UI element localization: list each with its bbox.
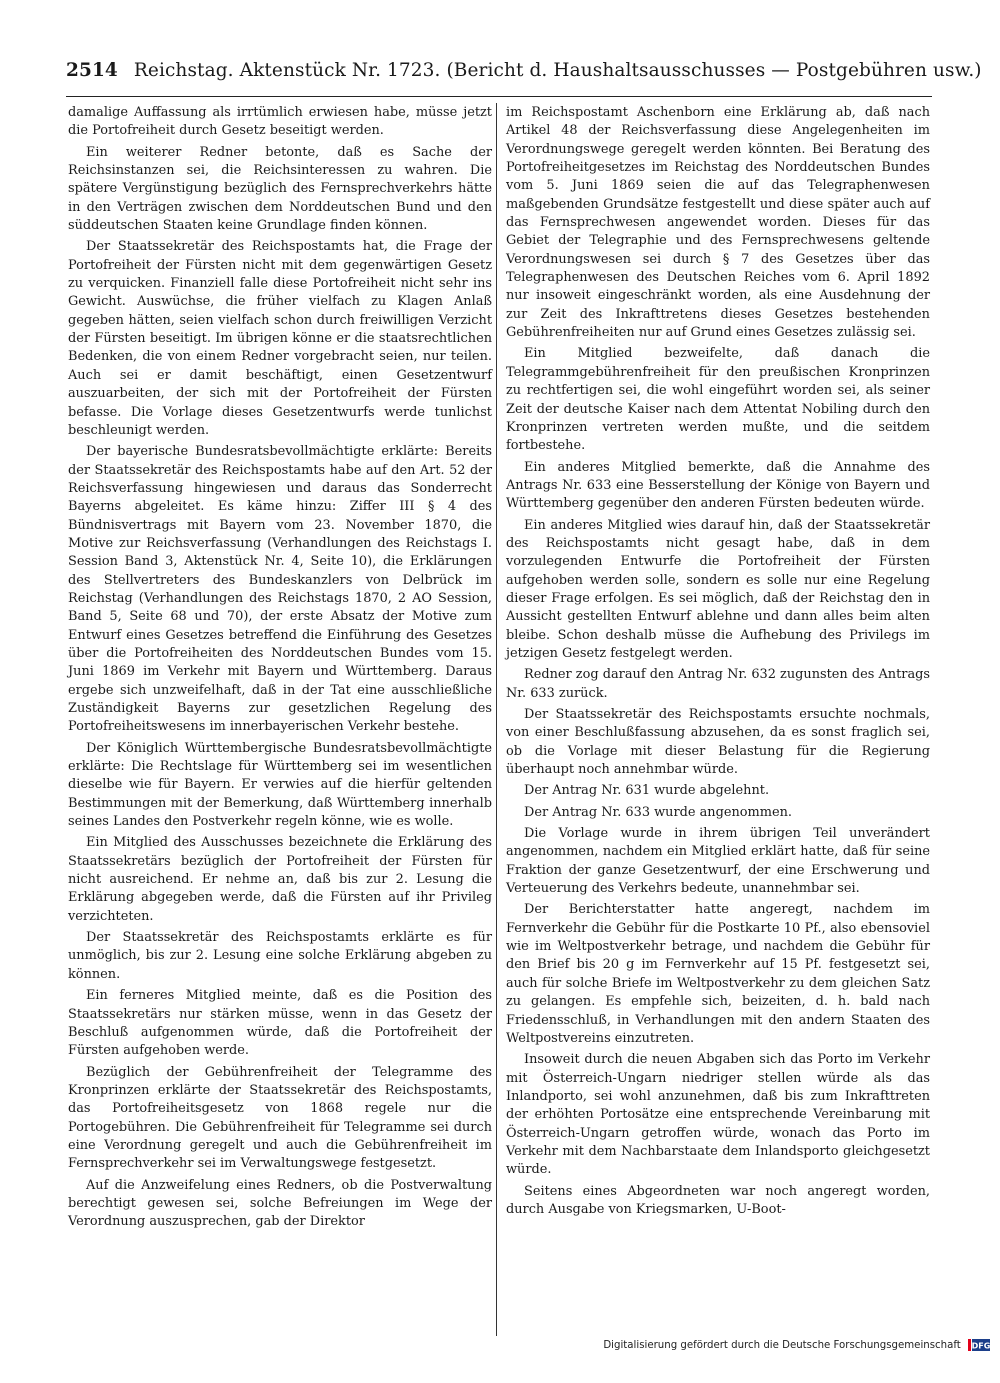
page-header [66, 60, 982, 94]
paragraph: Ein weiterer Redner betonte, daß es Sache der Reichsinstanzen sei, die Reichsinteressen zu wahren. Die spätere Vergünstigung bezüglich des Fernsprechverkehrs hätte in den Verträgen zwischen dem Norddeutschen Bund und den süddeutschen Staaten keine Grundlage finden können. [68, 144, 492, 234]
paragraph: Der bayerische Bundesratsbevollmächtigte erklärte: Bereits der Staatssekretär des Reichspostamts habe auf den Art. 52 der Reichsverfassung hingewiesen und daraus das Sonderrecht Bayerns abgeleitet. Es käme hinzu: Ziffer III § 4 des Bündnisvertrags mit Bayern vom 23. November 1870, die Motive zur Reichsverfassung (Verhandlungen des Reichstags I. Session Band 3, Aktenstück Nr. 4, Seite 10), die Erklärungen des Stellvertreters des Bundeskanzlers von Delbrück im Reichstag (Verhandlungen des Reichstags 1870, 2 AO Session, Band 5, Seite 68 und 70), der erste Absatz der Motive zum Entwurf eines Gesetzes betreffend die Einführung des Gesetzes über die Portofreiheiten des Norddeutschen Bundes vom 15. Juni 1869 im Verkehr mit Bayern und Württemberg. Daraus ergebe sich unzweifelhaft, daß in der Tat eine ausschließliche Zuständigkeit Bayerns zur gesetzlichen Regelung des Portofreiheitswesens im innerbayerischen Verkehr bestehe. [68, 444, 492, 735]
paragraph: Seitens eines Abgeordneten war noch angeregt worden, durch Ausgabe von Kriegsmarken, U-Boot- [506, 1183, 930, 1217]
paragraph: Der Antrag Nr. 631 wurde abgelehnt. [524, 783, 770, 799]
dfg-logo-graphic [968, 1338, 990, 1352]
paragraph: Die Vorlage wurde in ihrem übrigen Teil unverändert angenommen, nachdem ein Mitglied erklärt hatte, daß für seine Fraktion der ganze Gesetzentwurf, der eine Erschwerung und Verteuerung des Verkehrs bedeute, unannehmbar sei. [506, 826, 930, 897]
paragraph: Ein anderes Mitglied bemerkte, daß die Annahme des Antrags Nr. 633 eine Besserstellung der Könige von Bayern und Württemberg gegenüber den anderen Fürsten bedeuten würde. [506, 459, 930, 512]
right-column [506, 104, 930, 1222]
digitization-credit [570, 1338, 990, 1362]
credit-text: Digitalisierung gefördert durch die Deutsche Forschungsgemeinschaft [603, 1340, 961, 1351]
paragraph: Der Staatssekretär des Reichspostamts erklärte es für unmöglich, bis zur 2. Lesung eine solche Erklärung abgeben zu können. [68, 930, 492, 982]
paragraph: damalige Auffassung als irrtümlich erwiesen habe, müsse jetzt die Portofreiheit durch Gesetz beseitigt werden. [68, 105, 492, 139]
paragraph: Ein ferneres Mitglied meinte, daß es die Position des Staatssekretärs nur stärken müsse, wenn in das Gesetz der Beschluß aufgenommen würde, daß die Portofreiheit der Fürsten aufgehoben werde. [68, 988, 492, 1059]
paragraph: im Reichspostamt Aschenborn eine Erklärung ab, daß nach Artikel 48 der Reichsverfassung diese Angelegenheiten im Verordnungswege geregelt werden könnten. Bei Beratung des Portofreiheitgesetzes im Reichstag des Norddeutschen Bundes vom 5. Juni 1869 seien die auf das Telegraphenwesen maßgebenden Grundsätze festgestellt und diese später auch auf das Fernsprechwesen angewendet worden. Dieses für das Gebiet der Telegraphie und des Fernsprechwesens geltende Verordnungswesen sei durch § 7 des Gesetzes über das Telegraphenwesen des Deutschen Reiches vom 6. April 1892 nur insoweit eingeschränkt worden, als eine Ausdehnung der zur Zeit des Inkrafttretens dieses Gesetzes bestehenden Gebührenfreiheiten nur auf Grund eines Gesetzes zulässig sei. [506, 105, 930, 341]
paragraph: Der Berichterstatter hatte angeregt, nachdem im Fernverkehr die Gebühr für die Postkarte 10 Pf., also ebensoviel wie im Weltpostverkehr betrage, und nachdem die Gebühr für den Brief bis 20 g im Fernverkehr auf 15 Pf. festgesetzt sei, auch für solche Briefe im Weltpostverkehr zu dem gleichen Satz zu gelangen. Es empfehle sich, beizeiten, d. h. bald nach Friedensschluß, in Verhandlungen mit den andern Staaten des Weltpostvereins einzutreten. [506, 902, 930, 1046]
paragraph: Ein anderes Mitglied wies darauf hin, daß der Staatssekretär des Reichspostamts nicht gesagt habe, daß in dem vorzulegenden Entwurfe die Portofreiheit der Fürsten aufgehoben werden solle, sondern es solle nur eine Regelung dieser Frage erfolgen. Es sei möglich, daß der Reichstag den in Aussicht gestellten Entwurf ablehne und dann alles beim alten bleibe. Schon deshalb müsse die Aufhebung des Privilegs im jetzigen Gesetz festgelegt werden. [506, 517, 930, 661]
paragraph: Der Staatssekretär des Reichspostamts ersuchte nochmals, von einer Beschlußfassung abzusehen, da es sonst fraglich sei, ob die Vorlage mit dieser Belastung für die Regierung überhaupt noch annehmbar würde. [506, 707, 930, 778]
paragraph: Auf die Anzweifelung eines Redners, ob die Postverwaltung berechtigt gewesen sei, solche Befreiungen im Wege der Verordnung auszusprechen, gab der Direktor [68, 1177, 492, 1230]
header-rule [66, 96, 932, 97]
page-number: 2514 [66, 60, 118, 81]
page-header-title: Reichstag. Aktenstück Nr. 1723. (Bericht d. Haushaltsausschusses — Postgebühren usw.) [133, 60, 982, 81]
paragraph: Redner zog darauf den Antrag Nr. 632 zugunsten des Antrags Nr. 633 zurück. [506, 667, 930, 701]
paragraph: Ein Mitglied bezweifelte, daß danach die Telegrammgebührenfreiheit für den preußischen Kronprinzen zu rechtfertigen sei, die wohl eingeführt worden sei, als seiner Zeit der deutsche Kaiser nach dem Attentat Nobiling durch den Kronprinzen vertreten werden mußte, und die seitdem fortbestehe. [506, 346, 930, 454]
paragraph: Der Staatssekretär des Reichspostamts hat, die Frage der Portofreiheit der Fürsten nicht mit dem gegenwärtigen Gesetz zu verquicken. Finanziell falle diese Portofreiheit nicht sehr ins Gewicht. Auswüchse, die früher vielfach zu Klagen Anlaß gegeben hätten, seien vielfach schon durch freiwilligen Verzicht der Fürsten beseitigt. Im übrigen könne er die staatsrechtlichen Bedenken, die von einem Redner vorgebracht seien, nur teilen. Auch sei er damit beschäftigt, einen Gesetzentwurf auszuarbeiten, der sich mit der Portofreiheit der Fürsten befasse. Die Vorlage dieses Gesetzentwurfs werde tunlichst beschleunigt werden. [68, 239, 492, 438]
left-column [68, 104, 492, 1235]
dfg-logo-icon [968, 1338, 990, 1352]
paragraph: Der Antrag Nr. 633 wurde angenommen. [524, 804, 793, 820]
paragraph: Bezüglich der Gebührenfreiheit der Telegramme des Kronprinzen erklärte der Staatssekretär des Reichspostamts, das Portofreiheitsgesetz von 1868 regele nur die Portogebühren. Die Gebührenfreiheit für Telegramme sei durch eine Verordnung geregelt und auch die Gebührenfreiheit im Fernsprechverkehr sei im Verwaltungswege festgesetzt. [68, 1064, 492, 1172]
paragraph: Insoweit durch die neuen Abgaben sich das Porto im Verkehr mit Österreich-Ungarn niedriger stellen würde als das Inlandporto, sei wohl anzunehmen, daß bis zum Inkrafttreten der erhöhten Portosätze eine entsprechende Vereinbarung mit Österreich-Ungarn getroffen würde, wonach das Porto im Verkehr mit dem Nachbarstaate dem Inlandsporto gleichgesetzt würde. [506, 1052, 930, 1178]
column-divider [496, 103, 497, 1336]
paragraph: Der Königlich Württembergische Bundesratsbevollmächtigte erklärte: Die Rechtslage für Württemberg sei im wesentlichen dieselbe wie für Bayern. Er verwies auf die hierfür geltenden Bestimmungen mit der Bemerkung, daß Württemberg innerhalb seines Landes den Postverkehr regeln könne, wie es wolle. [68, 740, 492, 830]
svg-text:DFG: DFG [971, 1341, 990, 1351]
paragraph: Ein Mitglied des Ausschusses bezeichnete die Erklärung des Staatssekretärs bezüglich der Portofreiheit der Fürsten für nicht ausreichend. Er nehme an, daß bis zur 2. Lesung die Erklärung abgegeben werde, daß die Fürsten auf ihr Privileg verzichteten. [68, 835, 492, 924]
